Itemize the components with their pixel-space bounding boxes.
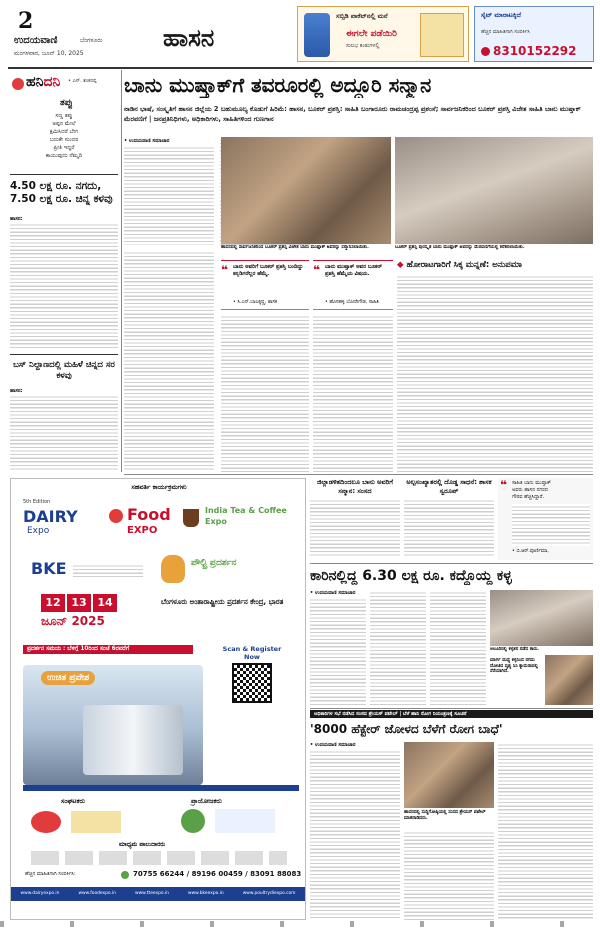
ad-housing-title: ಸಬ್ಸಿಡಿ ಪಾಕೆಟ್‌ನಲ್ಲಿ ಮನೆ: [336, 12, 388, 20]
date-badge: 14: [93, 594, 117, 612]
mla-box-body: [404, 498, 494, 558]
theft-story-dateline: ಹಾಸನ:: [10, 216, 23, 222]
poem-line: ಬದುಕೇ ಸುಂದರ: [49, 137, 79, 143]
car-photo: [490, 590, 593, 646]
dairy-expo-logo: [19, 499, 99, 545]
date-badge: 12: [41, 594, 65, 612]
procession-photo-caption: ಬೂಕರ್ ಪ್ರಶಸ್ತಿ ಪುರಸ್ಕೃತ ಬಾನು ಮುಷ್ತಾಕ್ ಅವರನ್ನು ಮೆರವಣಿಗೆಯಲ್ಲಿ ಕರೆತರಲಾಯಿತು.: [395, 245, 525, 250]
website-link[interactable]: www.bkeexpo.in: [187, 891, 224, 896]
expo-websites: [11, 887, 305, 901]
quote-box-3: [498, 478, 593, 560]
crop-story-body-col2: [404, 830, 494, 920]
ad-qr-badge: [420, 13, 464, 57]
quote-2-by: • ಹೊಸಹಳ್ಳಿ ಬೋರೇಗೌಡ, ಸಾಹಿತಿ: [325, 300, 379, 305]
car-story-headline: ಕಾರಿನಲ್ಲಿದ್ದ 6.30 ಲಕ್ಷ ರೂ. ಕದ್ದೊಯ್ದ ಕಳ್ಳ: [310, 568, 512, 584]
quote-mark-icon: ❝: [500, 478, 508, 492]
phone-icon: [121, 871, 129, 879]
column-divider: [10, 354, 118, 355]
main-story-headline: ಬಾನು ಮುಷ್ತಾಕ್‌ಗೆ ತವರೂರಲ್ಲಿ ಅದ್ದೂರಿ ಸನ್ಮಾನ: [124, 73, 432, 97]
crop-story-kicker: ಅಧಿಕಾರಿಗಳ ಸಭೆ ನಡೆಸಿದ ಸಂಸದ ಶ್ರೇಯಸ್ ಪಟೇಲ್ | ಬೆಳೆ ಹಾನಿ ರೋಗ ನಿಯಂತ್ರಣಕ್ಕೆ ಸೂಚನೆ: [310, 710, 593, 718]
expo-venue: ಬೆಂಗಳೂರು ಅಂತಾರಾಷ್ಟ್ರೀಯ ಪ್ರದರ್ಶನ ಕೇಂದ್ರ, ಭಾರತ: [161, 598, 284, 606]
registration-qr-code[interactable]: [232, 663, 272, 703]
ad-site-small: ಹೆಚ್ಚಿನ ಮಾಹಿತಿಗಾಗಿ ಸಂಪರ್ಕಿಸಿ: [481, 29, 530, 35]
expo-month: ಜೂನ್ 2025: [41, 614, 105, 628]
hani-dani-icon: [12, 78, 24, 90]
side-story-icon: ◆: [397, 260, 404, 270]
poultry-icon: [161, 555, 185, 583]
machinery-illustration: [83, 705, 183, 775]
masthead: [0, 0, 600, 66]
chain-story-body: [10, 394, 118, 470]
crop-story-headline: '8000 ಹೆಕ್ಟೇರ್ ಜೋಳದ ಬೆಳೆಗೆ ರೋಗ ಬಾಧೆ': [310, 722, 503, 736]
section-title: ಹಾಸನ: [163, 24, 215, 52]
quote-3-by: • ಬಿ.ಆರ್.ಪೂರ್ಣಿಮಾ,: [512, 549, 549, 554]
car-story-body-col2: [370, 590, 426, 705]
expo-advertisement: [10, 478, 306, 920]
dairy-brand: DAIRY: [23, 507, 78, 526]
mla-box-headline: ಅಲ್ಪಸಂಖ್ಯಾತರಲ್ಲಿ ದೊಡ್ಡ ಸಾಧನೆ: ಶಾಸಕ ಸ್ವರೂಪ್: [406, 478, 492, 495]
sponsor-logo: [181, 809, 205, 833]
bke-brand: BKE: [31, 559, 67, 578]
media-partners-label: ಮಾಧ್ಯಮ ಪಾಲುದಾರರು: [119, 841, 166, 848]
main-story-body-col1: [124, 145, 214, 245]
poem-line: ಕಾಯುವುದು ನೆಮ್ಮದಿ: [45, 153, 83, 159]
chain-story-dateline: ಹಾಸನ:: [10, 388, 23, 394]
column-byline: • ಎಸ್. ಶಂಕರಪ್ಪ: [68, 78, 97, 84]
left-column-rule: [121, 70, 122, 472]
edition-label: 5th Edition: [23, 499, 51, 505]
car-photo-caption: ಆಲೂರಿನಲ್ಲಿ ಕಳ್ಳತನ ನಡೆದ ಕಾರು.: [490, 647, 539, 652]
tea-coffee-brand: India Tea & Coffee Expo: [205, 506, 287, 526]
poem-line: ಸಣ್ಣ ತಪ್ಪು: [55, 113, 73, 119]
main-story-dateline: • ಉದಯವಾಣಿ ಸಮಾಚಾರ: [124, 138, 170, 144]
organisers-label: ಸಂಘಟಕರು: [61, 797, 85, 805]
poem-body: [20, 112, 108, 160]
district-felicitation-box: [310, 478, 400, 560]
expo-timing: ಪ್ರದರ್ಶನ ಸಮಯ : ಬೆಳಿಗ್ಗೆ 10ರಿಂದ ಸಂಜೆ 6ರವರೆಗೆ: [23, 645, 193, 654]
crop-story-body-col3: [498, 742, 593, 920]
expo-top-label: ಸಹವರ್ತಿ ಕಾರ್ಯಕ್ರಮಗಳು: [131, 483, 187, 491]
quote-mark-icon: ❝: [221, 263, 229, 277]
free-entry-badge: ಉಚಿತ ಪ್ರವೇಶ: [41, 671, 95, 685]
left-column: [10, 70, 118, 472]
cctv-photo: [545, 655, 593, 705]
partner-logo-strip: [31, 851, 287, 865]
main-story-photo-felicitation: [221, 137, 391, 244]
phone-illustration-icon: [304, 13, 330, 57]
masthead-city: ಬೆಂಗಳೂರು: [80, 37, 103, 44]
mp-press-meet-photo: [404, 742, 494, 808]
organiser-logo: [71, 811, 121, 833]
quote-3-line: ಸಾಹಿತಿ ಬಾನು ಮುಷ್ತಾಕ್: [512, 480, 552, 486]
food-expo-icon: [109, 509, 123, 523]
food-expo-logo: [107, 499, 177, 545]
section-divider: [310, 708, 593, 709]
chain-story-headline: ಬಸ್ ನಿಲ್ದಾಣದಲ್ಲಿ ಮಹಿಳೆ ಚಿನ್ನದ ಸರ ಕಳವು: [13, 360, 115, 381]
ad-housing-cta: ಈಗಲೇ ಪಡೆಯಿರಿ: [346, 29, 397, 39]
quote-box-2: [313, 260, 393, 310]
side-story-title: ಹೋರಾಟಗಾರಿಗೆ ಸಿಕ್ಕ ಮನ್ನಣೆ: ಅನುಪಮಾ: [406, 260, 522, 270]
poultry-expo-logo: [161, 553, 281, 587]
food-brand: Food: [127, 505, 171, 524]
quote-3-line: ಗೌರವ ಹೆಚ್ಚಿಸಿದ್ದಾರೆ.: [512, 494, 545, 500]
website-link[interactable]: www.poultrydiexpo.com: [242, 891, 296, 896]
mla-statement-box: [404, 478, 494, 560]
masthead-ad-site: [474, 6, 594, 62]
quote-box-1: [221, 260, 309, 310]
expo-phones: 70755 66244 / 89196 00459 / 83091 88083: [133, 870, 302, 878]
main-story-photo-procession: [395, 137, 593, 244]
quote-3-lines: [512, 480, 590, 501]
scan-register-label: Scan & Register Now: [222, 645, 282, 661]
quote-2-text: ಬಾನು ಮುಷ್ತಾಕ್ ಅವರ ಬೂಕರ್ ಪ್ರಶಸ್ತಿ ಹೆಮ್ಮೆಯ ವಿಷಯ.: [325, 264, 382, 277]
masthead-divider: [8, 67, 592, 69]
phone-icon: [481, 47, 490, 56]
tea-cup-icon: [183, 509, 199, 527]
bke-tagline: [73, 563, 143, 577]
mp-photo-caption: ಹಾಸನದಲ್ಲಿ ಸುದ್ದಿಗೋಷ್ಠಿಯಲ್ಲಿ ಸಂಸದ ಶ್ರೇಯಸ್ ಪಟೇಲ್ ಮಾತನಾಡಿದರು.: [404, 810, 486, 821]
poultry-brand: ಪೌಲ್ಟ್ರಿ ಪ್ರದರ್ಶನ: [191, 558, 237, 568]
ad-housing-small: ಸುಲಭ ಕಂತುಗಳಲ್ಲಿ: [346, 43, 380, 49]
side-story-headline: [397, 260, 593, 270]
register-marks: [0, 921, 600, 927]
poem-line: ಕ್ಷಮಿಸಿದರೆ ಬೇಗ: [49, 129, 79, 135]
main-story-body-col3: [124, 250, 214, 472]
masthead-ad-housing: [297, 6, 469, 62]
bke-logo: [31, 553, 151, 587]
car-story-body-col3: [430, 590, 486, 705]
main-story-body-col4: [221, 314, 309, 472]
column-brand: [26, 74, 60, 90]
theft-story-headline: 4.50 ಲಕ್ಷ ರೂ. ನಗದು, 7.50 ಲಕ್ಷ ರೂ. ಚಿನ್ನ ಕಳವು: [10, 180, 113, 205]
tea-coffee-expo-logo: [183, 503, 299, 543]
district-box-headline: ಜಿಲ್ಲಾಡಳಿತದಿಂದಲೂ ಬಾನು ಅವರಿಗೆ ಸನ್ಮಾನ: ಸಂಸದ: [316, 478, 394, 495]
section-divider: [124, 474, 593, 475]
organiser-logo: [31, 811, 61, 833]
main-story-body-col5: [313, 314, 393, 472]
ad-site-phone: 8310152292: [493, 44, 577, 58]
car-story-dateline: • ಉದಯವಾಣಿ ಸಮಾಚಾರ: [310, 590, 356, 596]
quote-mark-icon: ❝: [313, 263, 321, 277]
paper-name: ಉದಯವಾಣಿ: [14, 35, 58, 46]
crop-story-body-col1: [310, 749, 400, 920]
sponsors-label: ಪ್ರಾಯೋಜಕರು: [191, 797, 222, 805]
masthead-date: ಮಂಗಳವಾರ, ಜೂನ್ 10, 2025: [14, 50, 84, 57]
cctv-photo-caption: ಮಾರ್ಗ ಮಧ್ಯೆ ಕಳ್ಳನಿಂದ ನಗದು ದೋಚಿದ ದೃಶ್ಯ ಸಿಸಿ ಕ್ಯಾಮರಾದಲ್ಲಿ ಸೆರೆಯಾಗಿದೆ.: [490, 658, 538, 675]
poem-line: ಪ್ರೀತಿ ಇದ್ದರೆ: [53, 145, 75, 151]
quote-1-by: • ಸಿ.ಎನ್.ಬಾಲಕೃಷ್ಣ, ಶಾಸಕ: [233, 300, 278, 305]
brand-part-1: ಹನಿ: [26, 74, 44, 90]
column-divider: [10, 174, 118, 175]
main-story-subhead: ನಾಡಿನ ಭಾಷೆ, ಸಂಸ್ಕೃತಿಗೆ ಹಾಸನ ಜಿಲ್ಲೆಯ 2 ಬಹುಮೂಲ್ಯ ಕೊಡುಗೆ ಹಿರಿಮೆ: ಹಾಸನ, ಬೂಕರ್ ಪ್ರಶಸ್ತಿ: ಸಾಹಿತಿ ಬಂಗಾರೂರು ರಾಮಚಂದ್ರಪ್ಪ ಪ್ರಶಂಸೆ; ಸಾರ್ವಜನಿಕರಿಂದ ಬೂಕರ್ ಪ್ರಶಸ್ತಿ ವಿಜೇತ ಸಾಹಿತಿ ಬಾನು ಮುಷ್ತಾಕ್ ಮೆರವಣಿಗೆ | ಜನಪ್ರತಿನಿಧಿಗಳು, ಅಧಿಕಾರಿಗಳು, ಸಾಹಿತಿಗಳಿಂದ ಗುಣಗಾನ: [124, 105, 581, 123]
sponsor-logo: [215, 809, 275, 833]
district-box-body: [310, 498, 400, 558]
website-link[interactable]: www.foodexpo.in: [78, 891, 116, 896]
quote-1-text: ಬಾನು ಅವರಿಗೆ ಬೂಕರ್ ಪ್ರಶಸ್ತಿ ಬಂದಿದ್ದು ಕನ್ನಡಿಗರೆಲ್ಲರ ಹೆಮ್ಮೆ.: [233, 264, 304, 277]
side-story-body: [397, 274, 593, 472]
website-link[interactable]: www.tteexpo.in: [135, 891, 169, 896]
theft-story-body: [10, 222, 118, 350]
ad-site-title: ಸೈಟ್ ಮಾರಾಟಕ್ಕಿದೆ: [481, 11, 522, 19]
expo-factory-image: [23, 665, 203, 785]
main-photo-caption: ಹಾಸನದಲ್ಲಿ ಸಾರ್ವಜನಿಕರಿಂದ ಬೂಕರ್ ಪ್ರಶಸ್ತಿ ವಿಜೇತ ಬಾನು ಮುಷ್ತಾಕ್ ಅವರನ್ನು ಸನ್ಮಾನಿಸಲಾಯಿತು.: [221, 245, 369, 250]
expo-phone-label: ಹೆಚ್ಚಿನ ಮಾಹಿತಿಗಾಗಿ ಸಂಪರ್ಕಿಸಿ:: [25, 871, 76, 877]
quote-3-body: [512, 504, 590, 546]
brand-part-2: ದನಿ: [43, 74, 61, 90]
poem-line: ಅಪ್ಪನ ಮೇಲೆ: [52, 121, 76, 127]
expo-blue-banner: [23, 785, 299, 791]
date-badge: 13: [67, 594, 91, 612]
section-divider: [310, 563, 593, 564]
poem-title: ತಪ್ಪು: [60, 98, 73, 108]
dairy-sub: Expo: [27, 526, 50, 536]
website-link[interactable]: www.dairyexpo.in: [20, 891, 60, 896]
car-story-body-col1: [310, 597, 366, 705]
page-number: 2: [18, 8, 34, 34]
quote-3-line: ಅವರು ಹಾಸನ ನಗರದ: [512, 487, 548, 493]
crop-story-dateline: • ಉದಯವಾಣಿ ಸಮಾಚಾರ: [310, 742, 356, 748]
expo-dates: [41, 594, 151, 634]
food-sub: EXPO: [127, 525, 158, 536]
